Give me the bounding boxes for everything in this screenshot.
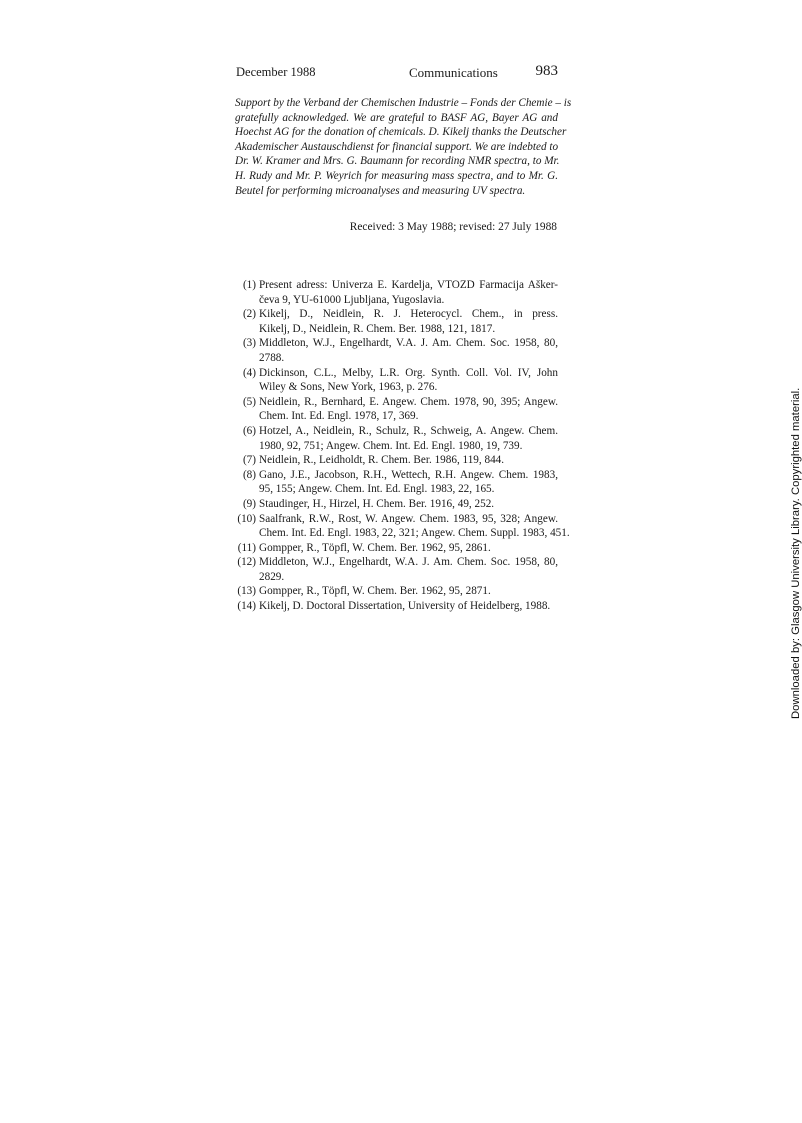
reference-item (232, 366, 558, 395)
reference-text-line: 2788. (259, 351, 285, 364)
reference-number: (5) (242, 395, 256, 408)
reference-item (232, 468, 558, 497)
header-section-title: Communications (409, 65, 498, 80)
reference-text-line: Kikelj, D., Neidlein, R. Chem. Ber. 1988, 121, 1817. (259, 322, 496, 335)
reference-text-line: Middleton, W.J., Engelhardt, V.A. J. Am. Chem. Soc. 1958, 80, (259, 337, 558, 350)
reference-number: (4) (242, 366, 256, 379)
reference-list (232, 278, 570, 614)
reference-number: (9) (242, 497, 256, 510)
reference-text-line: Dickinson, C.L., Melby, L.R. Org. Synth. Coll. Vol. IV, John (259, 366, 558, 379)
reference-text-line: Neidlein, R., Leidholdt, R. Chem. Ber. 1986, 119, 844. (259, 454, 505, 467)
reference-item (232, 424, 558, 453)
acknowledgment-line: Dr. W. Kramer and Mrs. G. Baumann for recording NMR spectra, to Mr. (235, 155, 560, 168)
reference-number: (14) (237, 600, 256, 613)
acknowledgment-line: Akademischer Austauschdienst for financial support. We are indebted to (235, 140, 559, 153)
reference-number: (7) (242, 454, 256, 467)
reference-text-line: Kikelj, D., Neidlein, R. J. Heterocycl. Chem., in press. (259, 308, 558, 321)
reference-text-line: Staudinger, H., Hirzel, H. Chem. Ber. 1916, 49, 252. (259, 497, 495, 510)
header-date: December 1988 (236, 65, 316, 79)
reference-number: (3) (242, 337, 256, 350)
acknowledgment-line: Beutel for performing microanalyses and measuring UV spectra. (235, 184, 526, 197)
reference-text-line: Hotzel, A., Neidlein, R., Schulz, R., Schweig, A. Angew. Chem. (259, 424, 558, 437)
reference-text-line: 1980, 92, 751; Angew. Chem. Int. Ed. Engl. 1980, 19, 739. (259, 439, 523, 452)
reference-number: (10) (237, 512, 256, 525)
reference-item (232, 541, 558, 556)
reference-number: (11) (237, 541, 256, 554)
acknowledgment-paragraph (235, 96, 572, 198)
acknowledgment-line: Support by the Verband der Chemischen Industrie – Fonds der Chemie – is (235, 97, 572, 109)
reference-text-line: čeva 9, YU-61000 Ljubljana, Yugoslavia. (259, 293, 445, 306)
reference-text-line: Wiley & Sons, New York, 1963, p. 276. (259, 381, 438, 394)
acknowledgment-line: H. Rudy and Mr. P. Weyrich for measuring mass spectra, and to Mr. G. (235, 169, 558, 182)
reference-item (232, 599, 558, 614)
reference-text-line: Chem. Int. Ed. Engl. 1983, 22, 321; Angew. Chem. Suppl. 1983, 451. (259, 527, 570, 540)
reference-item (232, 555, 558, 584)
reference-text-line: 95, 155; Angew. Chem. Int. Ed. Engl. 1983, 22, 165. (259, 483, 495, 496)
reference-number: (1) (242, 279, 256, 291)
acknowledgment-line: Hoechst AG for the donation of chemicals. D. Kikelj thanks the Deutscher (235, 126, 567, 139)
reference-text-line: Chem. Int. Ed. Engl. 1978, 17, 369. (259, 410, 419, 423)
page-header (236, 63, 558, 81)
download-watermark: Downloaded by: Glasgow University Library. Copyrighted material. (790, 387, 802, 719)
reference-text-line: Gompper, R., Töpfl, W. Chem. Ber. 1962, 95, 2871. (259, 585, 491, 598)
reference-item (232, 584, 558, 599)
reference-number: (13) (237, 585, 256, 598)
reference-number: (2) (242, 308, 256, 321)
reference-item (232, 278, 558, 307)
reference-text-line: Kikelj, D. Doctoral Dissertation, University of Heidelberg, 1988. (259, 600, 551, 613)
reference-number: (6) (242, 424, 256, 437)
reference-text-line: 2829. (259, 570, 285, 583)
reference-text-line: Saalfrank, R.W., Rost, W. Angew. Chem. 1983, 95, 328; Angew. (259, 512, 558, 525)
reference-text-line: Gano, J.E., Jacobson, R.H., Wettech, R.H. Angew. Chem. 1983, (259, 468, 558, 481)
reference-text-line: Middleton, W.J., Engelhardt, W.A. J. Am. Chem. Soc. 1958, 80, (259, 556, 558, 569)
reference-number: (8) (242, 468, 256, 481)
reference-item (232, 395, 558, 424)
acknowledgment-line: gratefully acknowledged. We are grateful to BASF AG, Bayer AG and (235, 111, 558, 124)
reference-item (232, 512, 570, 541)
reference-text-line: Neidlein, R., Bernhard, E. Angew. Chem. 1978, 90, 395; Angew. (259, 395, 558, 408)
reference-text-line: Gompper, R., Töpfl, W. Chem. Ber. 1962, 95, 2861. (259, 541, 491, 554)
reference-number: (12) (237, 556, 256, 569)
received-date-line: Received: 3 May 1988; revised: 27 July 1988 (349, 221, 557, 233)
reference-item (232, 497, 558, 512)
reference-text-line: Present adress: Univerza E. Kardelja, VTOZD Farmacija Ašker- (259, 279, 558, 291)
reference-item (232, 307, 558, 336)
reference-item (232, 336, 558, 365)
reference-item (232, 453, 558, 468)
page-number: 983 (535, 63, 558, 79)
